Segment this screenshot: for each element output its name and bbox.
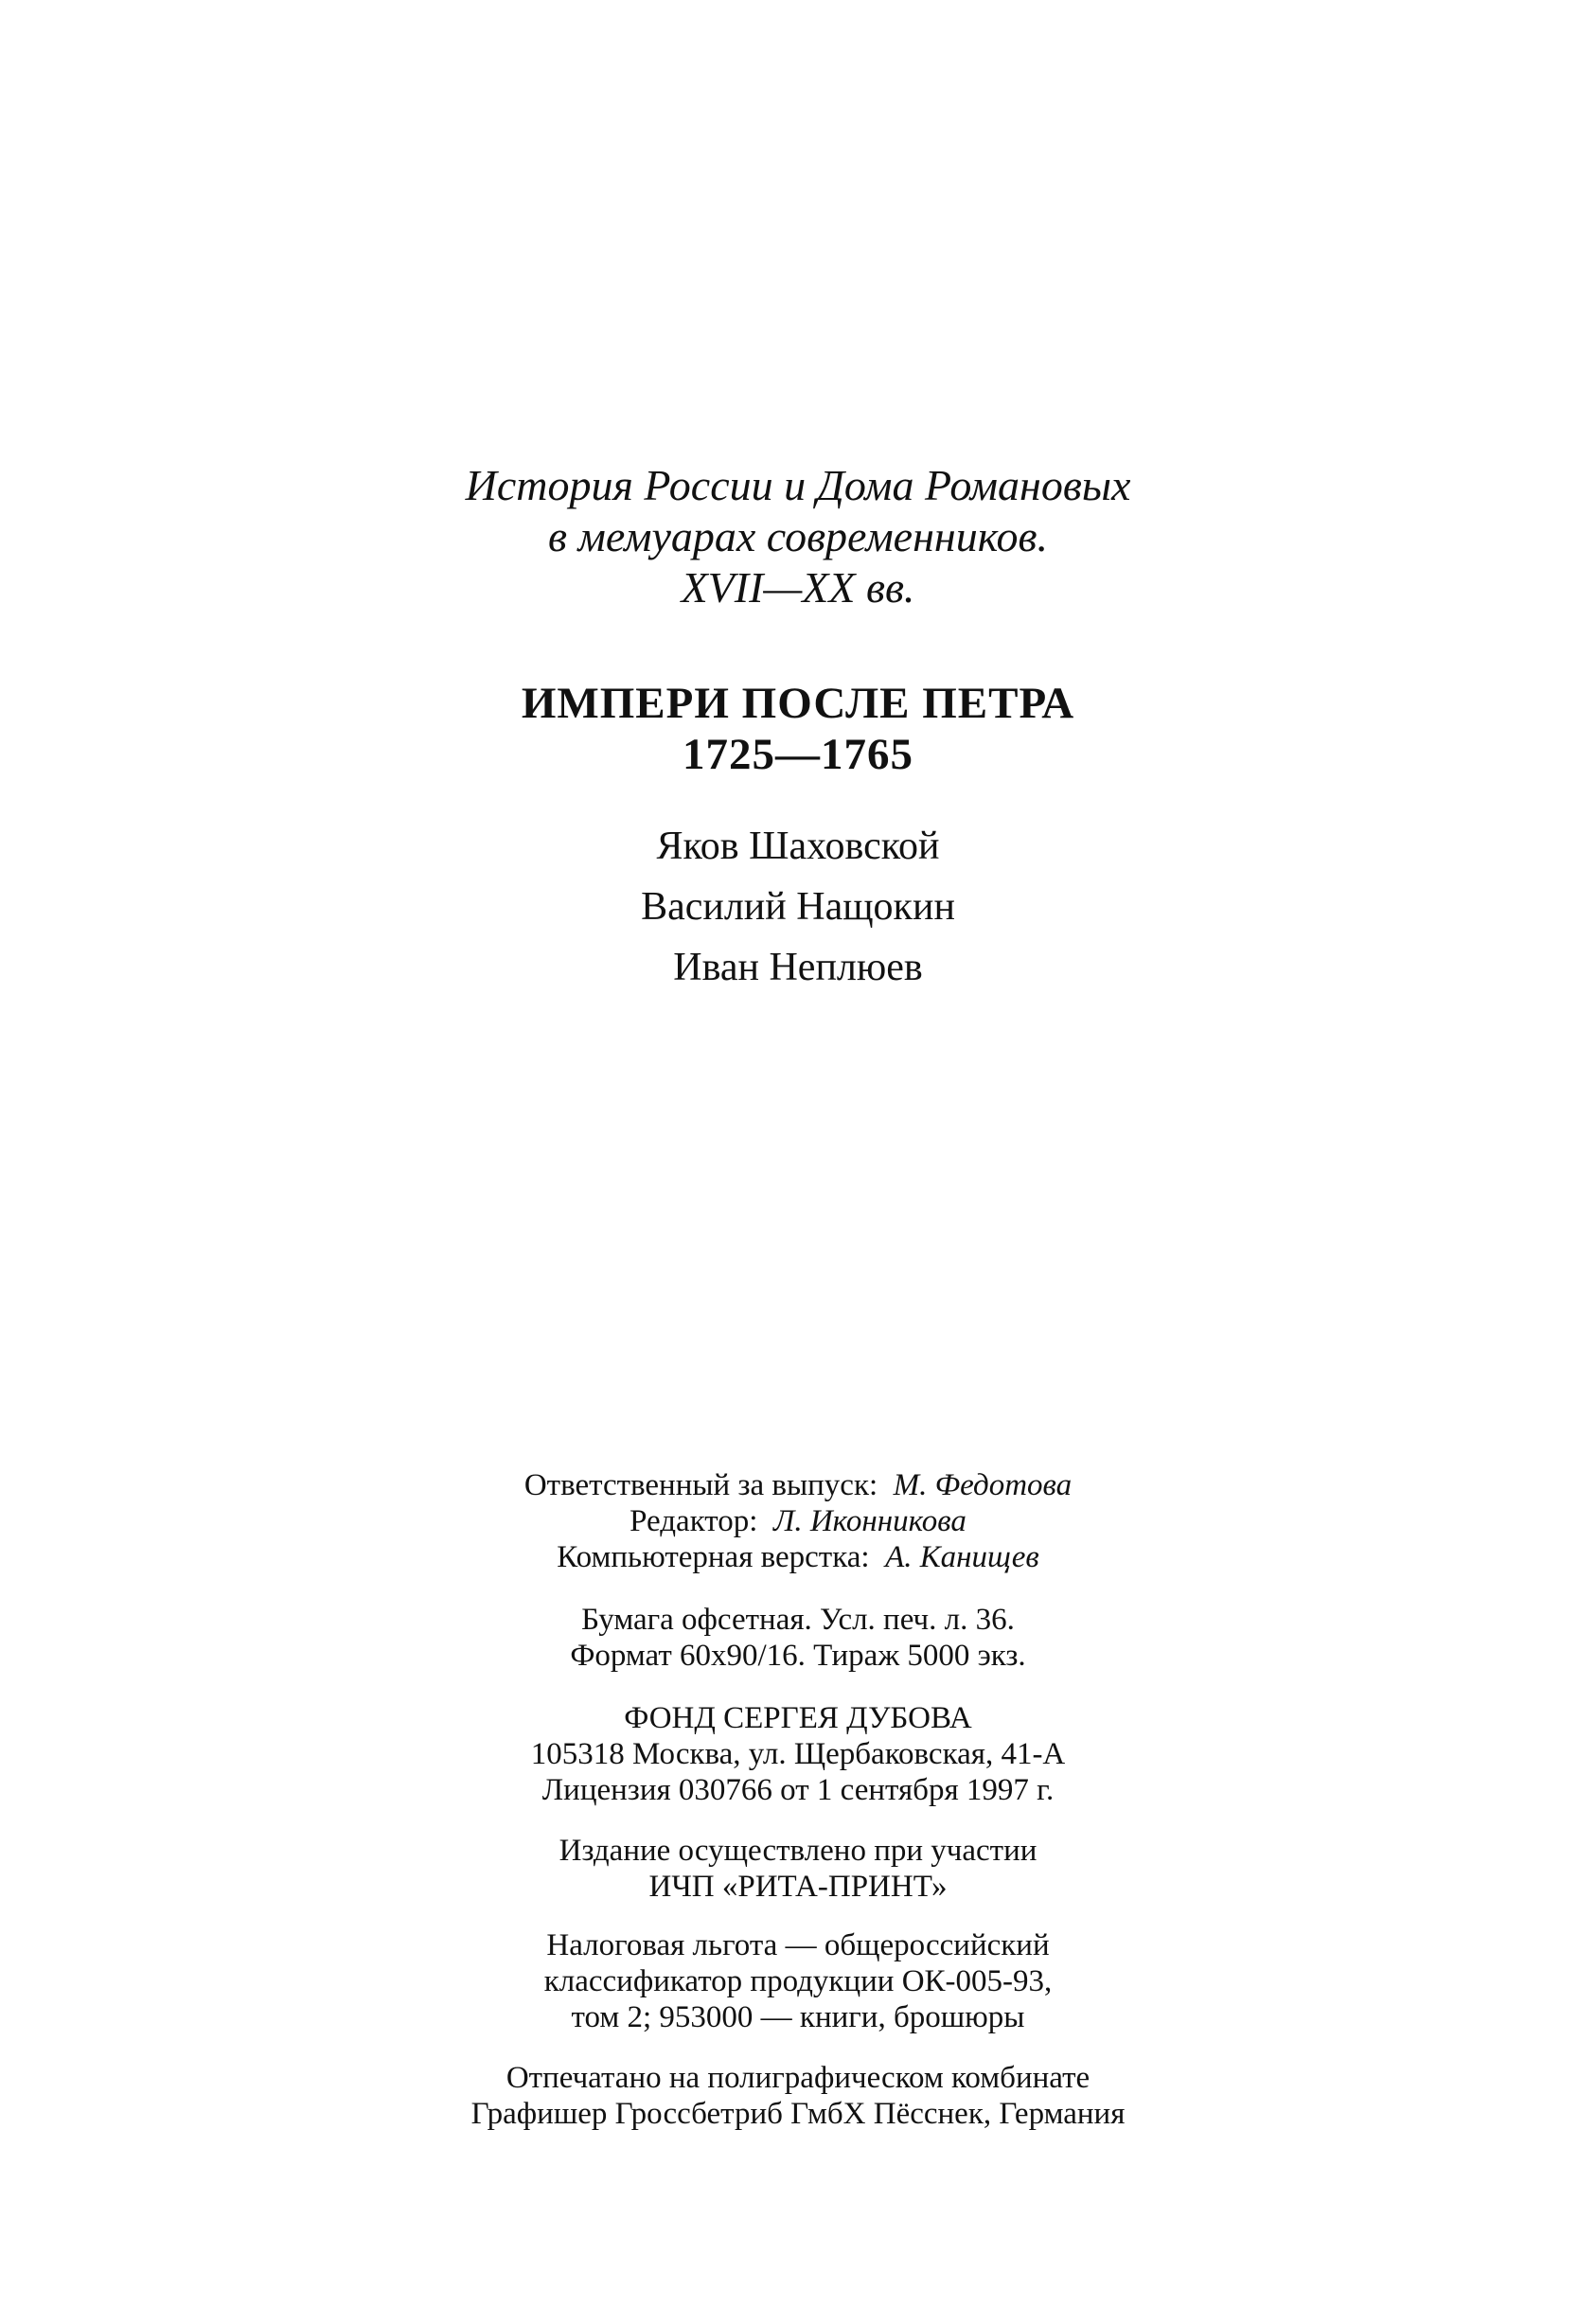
tax-note [0, 1927, 1596, 2035]
author-name: Яков Шаховской [656, 825, 940, 868]
paper-line: Формат 60x90/16. Тираж 5000 экз. [570, 1639, 1026, 1673]
credit-line [0, 1539, 1596, 1575]
credit-name: М. Федотова [893, 1468, 1073, 1502]
series-line: XVII—XX вв. [681, 563, 915, 612]
tax-line: классификатор продукции ОК-005-93, [543, 1964, 1053, 1998]
credit-role: Компьютерная верстка: [557, 1540, 870, 1574]
publisher-license: Лицензия 030766 от 1 сентября 1997 г. [541, 1773, 1055, 1807]
edition-line: ИЧП «РИТА-ПРИНТ» [648, 1870, 948, 1904]
credit-role: Редактор: [630, 1504, 758, 1538]
paper-info [0, 1602, 1596, 1674]
printer-line: Графишер Гроссбетриб ГмбХ Пёсснек, Германия [470, 2097, 1126, 2131]
author-name: Василий Нащокин [641, 885, 955, 929]
book-title [0, 678, 1596, 780]
series-line: в мемуарах современников. [548, 512, 1048, 560]
title-main: ИМПЕРИ ПОСЛЕ ПЕТРА [521, 679, 1075, 728]
author-list [0, 816, 1596, 998]
printer-line: Отпечатано на полиграфическом комбинате [505, 2061, 1091, 2095]
credit-name: Л. Иконникова [772, 1504, 966, 1538]
credit-line [0, 1503, 1596, 1539]
series-heading [0, 460, 1596, 613]
series-line: История России и Дома Романовых [465, 461, 1131, 509]
title-years: 1725—1765 [683, 730, 913, 779]
edition-note [0, 1833, 1596, 1905]
credit-role: Ответственный за выпуск: [523, 1468, 878, 1502]
author-name: Иван Неплюев [673, 946, 923, 989]
edition-line: Издание осуществлено при участии [559, 1834, 1037, 1868]
credits [0, 1467, 1596, 1575]
publisher-address: 105318 Москва, ул. Щербаковская, 41-А [530, 1737, 1066, 1771]
publisher-info [0, 1700, 1596, 1808]
credit-line [0, 1467, 1596, 1503]
tax-line: том 2; 953000 — книги, брошюры [571, 2000, 1025, 2034]
printer-note [0, 2060, 1596, 2132]
publisher-name: ФОНД СЕРГЕЯ ДУБОВА [624, 1701, 972, 1735]
paper-line: Бумага офсетная. Усл. печ. л. 36. [581, 1603, 1015, 1637]
credit-name: А. Канищев [885, 1540, 1039, 1574]
tax-line: Налоговая льгота — общероссийский [546, 1928, 1050, 1962]
